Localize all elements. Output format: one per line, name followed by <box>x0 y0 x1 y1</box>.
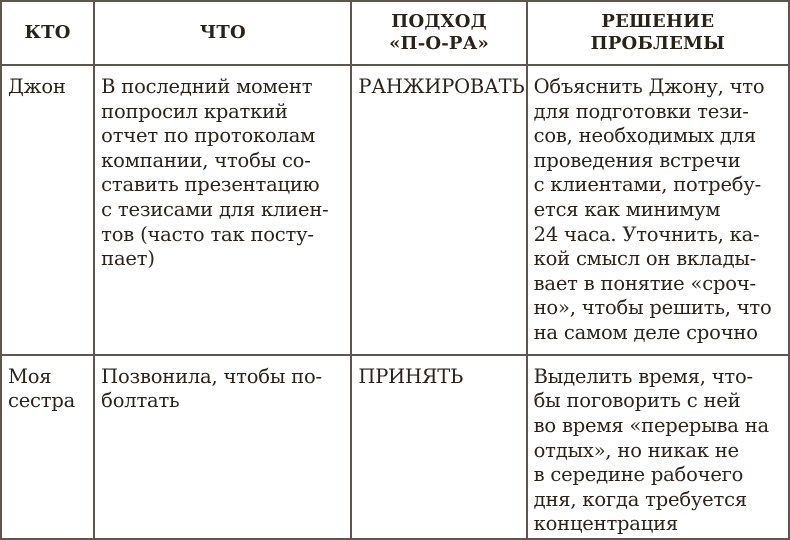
cell-solution <box>527 65 789 355</box>
header-who-text: КТО <box>24 22 71 43</box>
cell-what <box>94 355 351 539</box>
cell-text: сов, необходимых для <box>533 124 757 148</box>
header-who <box>1 1 94 65</box>
cell-text: дня, когда требуется <box>533 487 747 511</box>
cell-text: 24 часа. Уточнить, ка- <box>533 222 760 246</box>
header-approach <box>351 1 526 65</box>
cell-text: для подготовки тези- <box>533 99 749 123</box>
header-what <box>94 1 351 65</box>
cell-text: тов (часто так посту- <box>101 222 314 246</box>
table-row <box>1 355 789 539</box>
header-solution <box>527 1 789 65</box>
cell-approach <box>351 355 526 539</box>
cell-what <box>94 65 351 355</box>
header-row <box>1 1 789 65</box>
cell-text: концентрация <box>533 512 678 536</box>
cell-text: кой смысл он вклады- <box>533 247 757 271</box>
cell-text: Объяснить Джону, что <box>533 75 765 98</box>
cell-text: вает в понятие «сроч- <box>533 271 756 295</box>
cell-text: в середине рабочего <box>533 463 744 487</box>
cell-text: РАНЖИРОВАТЬ <box>358 75 525 98</box>
cell-text: Моя <box>8 364 52 388</box>
cell-text: ПРИНЯТЬ <box>358 364 464 388</box>
cell-text: Позвонила, чтобы по- <box>101 364 322 388</box>
cell-text: во время «перерыва на <box>533 413 769 437</box>
header-solution-line-2: ПРОБЛЕМЫ <box>590 33 726 54</box>
cell-text: отдых», но никак не <box>533 438 739 462</box>
cell-text: Джон <box>8 75 66 98</box>
header-what-text: ЧТО <box>199 22 246 43</box>
header-approach-line-2: «П-О-РА» <box>389 33 489 54</box>
cell-text: отчет по протоколам <box>101 124 316 148</box>
cell-text: В последний момент <box>101 75 313 98</box>
cell-text: проведения встречи <box>533 148 741 172</box>
cell-text: ется как минимум <box>533 197 721 221</box>
header-approach-line-1: ПОДХОД <box>391 11 487 32</box>
header-solution-line-1: РЕШЕНИЕ <box>601 11 715 32</box>
cell-text: сестра <box>8 389 76 413</box>
cell-text: но», чтобы решить, что <box>533 296 772 320</box>
cell-approach <box>351 65 526 355</box>
cell-solution <box>527 355 789 539</box>
cell-who <box>1 65 94 355</box>
cell-text: пает) <box>101 247 155 271</box>
cell-text: с клиентами, потребу- <box>533 173 761 197</box>
cell-text: на самом деле срочно <box>533 320 758 344</box>
cell-text: Выделить время, что- <box>533 364 753 388</box>
cell-text: болтать <box>101 389 180 413</box>
table-row <box>1 65 789 355</box>
cell-text: бы поговорить с ней <box>533 389 741 413</box>
cell-text: с тезисами для клиен- <box>101 197 329 221</box>
cell-text: компании, чтобы со- <box>101 148 311 172</box>
cell-text: попросил краткий <box>101 99 288 123</box>
cell-who <box>1 355 94 539</box>
cell-text: ставить презентацию <box>101 173 320 197</box>
